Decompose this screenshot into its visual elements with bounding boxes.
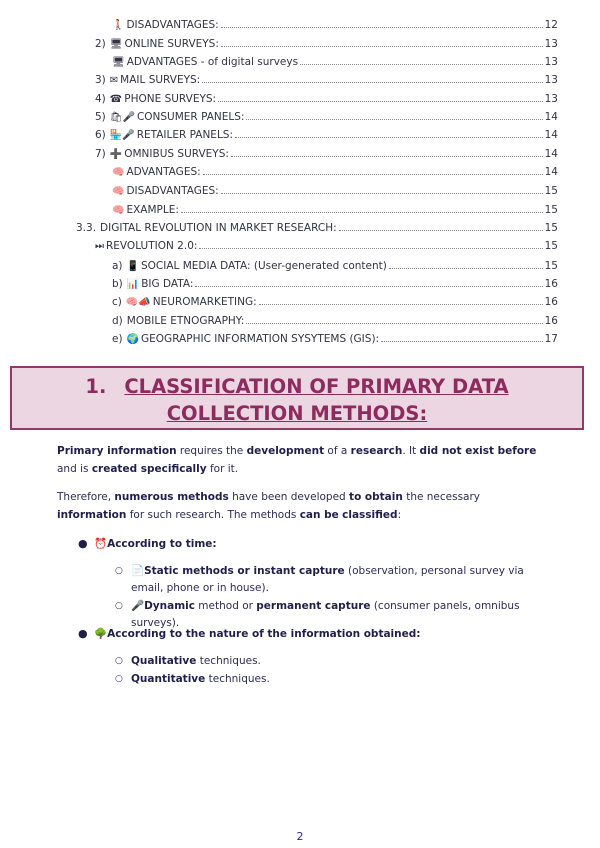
toc-dot-leader <box>259 304 543 305</box>
intro-paragraph <box>57 442 547 478</box>
globe-icon: 🌍 <box>126 334 140 345</box>
mobile-phone-icon: 📱 <box>126 261 139 272</box>
toc-entry-label: CONSUMER PANELS: <box>136 111 245 123</box>
bullet-circle: ○ <box>115 601 123 611</box>
toc-entry-label: MAIL SURVEYS: <box>120 74 201 86</box>
toc-entry[interactable] <box>95 37 558 52</box>
next-track-icon: ⏭ <box>95 241 104 252</box>
text: and is <box>57 463 92 475</box>
text: techniques. <box>205 673 270 685</box>
toc-entry-number: 3) <box>95 74 106 86</box>
toc-dot-leader <box>221 46 543 47</box>
toc-entry[interactable] <box>112 184 558 199</box>
toc-entry-page: 17 <box>544 333 558 345</box>
methods-paragraph <box>57 488 547 524</box>
toc-entry-number: 4) <box>95 93 106 105</box>
toc-dot-leader <box>195 286 542 287</box>
text-bold: classified <box>342 509 398 521</box>
brain-megaphone-icon: 🧠📣 <box>125 297 151 308</box>
text: Therefore, <box>57 491 115 503</box>
text-bold: development <box>246 445 325 457</box>
text: : <box>397 509 402 521</box>
toc-dot-leader <box>203 174 543 175</box>
microphone-icon: 🎤 <box>131 600 145 612</box>
toc-dot-leader <box>300 64 543 65</box>
text-bold: can be <box>299 509 339 521</box>
toc-entry-page: 13 <box>544 74 558 86</box>
bullet-nature-of-information <box>78 625 420 643</box>
text-bold: to obtain <box>349 491 403 503</box>
bullet-according-to-time <box>78 535 217 553</box>
toc-entry-label: GEOGRAPHIC INFORMATION SYSYTEMS (GIS): <box>141 333 380 345</box>
toc-entry-page: 14 <box>544 111 558 123</box>
heading-number: 1. <box>85 375 107 398</box>
toc-entry-page: 16 <box>544 315 558 327</box>
alarm-clock-icon: ⏰ <box>94 538 108 550</box>
bullet-dot: ● <box>78 627 88 640</box>
toc-entry-label: PHONE SURVEYS: <box>124 93 217 105</box>
text: method or <box>194 600 257 612</box>
toc-dot-leader <box>235 137 543 138</box>
bullet-label: According to the nature of the information obtained: <box>107 628 421 640</box>
toc-entry-page: 13 <box>544 93 558 105</box>
toc-entry-label: DIGITAL REVOLUTION IN MARKET RESEARCH: <box>100 222 337 234</box>
toc-entry-number: 5) <box>95 111 106 123</box>
toc-dot-leader <box>381 341 543 342</box>
toc-entry[interactable] <box>76 221 558 235</box>
brain-icon: 🧠 <box>112 205 125 216</box>
toc-entry-page: 12 <box>544 19 558 31</box>
text: for such research. The methods <box>126 509 300 521</box>
toc-entry-page: 15 <box>544 240 558 252</box>
toc-entry[interactable] <box>112 18 558 33</box>
toc-entry-number: d) <box>112 315 123 327</box>
toc-dot-leader <box>202 82 542 83</box>
toc-entry-page: 14 <box>544 166 558 178</box>
text: for it. <box>206 463 239 475</box>
text-bold: did not exist before <box>419 445 537 457</box>
page-number: 2 <box>296 830 304 843</box>
toc-entry-label: ADVANTAGES - of digital surveys <box>126 56 299 68</box>
document-icon: 📄 <box>131 565 145 577</box>
toc-entry-label: DISADVANTAGES: <box>126 19 219 31</box>
toc-entry-page: 15 <box>544 204 558 216</box>
text: requires the <box>176 445 247 457</box>
toc-entry[interactable] <box>95 128 558 143</box>
toc-entry[interactable] <box>112 165 558 180</box>
toc-entry-label: DISADVANTAGES: <box>126 185 219 197</box>
toc-entry-number: e) <box>112 333 123 345</box>
tree-icon: 🌳 <box>94 628 108 640</box>
toc-entry-label: EXAMPLE: <box>126 204 179 216</box>
toc-entry-page: 15 <box>544 185 558 197</box>
toc-entry-label: RETAILER PANELS: <box>136 129 233 141</box>
toc-entry-page: 13 <box>544 38 558 50</box>
toc-entry[interactable] <box>95 110 558 125</box>
toc-entry-label: ADVANTAGES: <box>126 166 201 178</box>
brain-icon: 🧠 <box>112 167 125 178</box>
text-bold: permanent capture <box>256 600 371 612</box>
text-bold: numerous methods <box>114 491 229 503</box>
toc-entry-number: 7) <box>95 148 106 160</box>
telephone-icon: ☎ <box>109 94 123 105</box>
text-bold: Dynamic <box>144 600 195 612</box>
text: (observation, personal survey via email, phone or in house). <box>131 565 524 594</box>
text-bold: Quantitative <box>131 673 206 685</box>
text-bold: information <box>57 509 127 521</box>
envelope-icon: ✉ <box>109 75 119 86</box>
text-bold: Primary information <box>57 445 177 457</box>
computer-icon: 🖥 <box>109 39 123 50</box>
toc-entry-label: SOCIAL MEDIA DATA: (User-generated content) <box>140 260 387 272</box>
toc-dot-leader <box>199 248 542 249</box>
shopping-bags-microphone-icon: 🛍🎤 <box>109 112 135 123</box>
text: techniques. <box>196 655 261 667</box>
person-walking-icon: 🚶 <box>112 20 125 31</box>
toc-entry[interactable] <box>95 147 558 162</box>
store-microphone-icon: 🏪🎤 <box>109 130 135 141</box>
toc-entry-label: ONLINE SURVEYS: <box>124 38 219 50</box>
toc-dot-leader <box>221 193 543 194</box>
toc-entry-page: 13 <box>544 56 558 68</box>
brain-icon: 🧠 <box>112 186 125 197</box>
toc-entry-number: 6) <box>95 129 106 141</box>
toc-dot-leader <box>181 212 543 213</box>
toc-entry[interactable] <box>95 92 558 107</box>
toc-entry-label: NEUROMARKETING: <box>152 296 257 308</box>
toc-entry-page: 14 <box>544 129 558 141</box>
toc-entry-page: 14 <box>544 148 558 160</box>
toc-entry[interactable] <box>95 73 558 88</box>
toc-entry-page: 16 <box>544 278 558 290</box>
bullet-circle: ○ <box>115 656 123 666</box>
toc-entry-number: b) <box>112 278 123 290</box>
toc-entry-number: a) <box>112 260 123 272</box>
toc-entry[interactable] <box>112 314 558 328</box>
toc-entry-number: 2) <box>95 38 106 50</box>
toc-entry[interactable] <box>112 203 558 218</box>
sub-bullet-quantitative <box>115 671 535 688</box>
text: of a <box>324 445 351 457</box>
toc-entry-page: 15 <box>544 222 558 234</box>
text: have been developed <box>228 491 350 503</box>
text-bold: Static methods or instant capture <box>144 565 345 577</box>
toc-entry-number: c) <box>112 296 122 308</box>
toc-entry-page: 16 <box>544 296 558 308</box>
toc-dot-leader <box>218 101 543 102</box>
text-bold: created specifically <box>91 463 207 475</box>
bullet-label: According to time: <box>107 538 217 550</box>
toc-entry[interactable] <box>112 295 558 310</box>
heading-line-2: COLLECTION METHODS: <box>166 402 428 425</box>
bullet-dot: ● <box>78 537 88 550</box>
toc-entry-number: 3.3. <box>76 222 97 234</box>
toc-dot-leader <box>221 27 543 28</box>
computer-icon: 🖥 <box>112 57 125 68</box>
bullet-circle: ○ <box>115 566 123 576</box>
toc-dot-leader <box>246 323 542 324</box>
section-heading <box>10 366 584 430</box>
text-bold: research <box>350 445 403 457</box>
toc-dot-leader <box>231 156 543 157</box>
text: (consumer panels, omnibus surveys). <box>131 600 520 629</box>
toc-dot-leader <box>389 268 543 269</box>
bar-chart-icon: 📊 <box>126 279 140 290</box>
text-bold: Qualitative <box>131 655 197 667</box>
toc-entry[interactable] <box>112 277 558 292</box>
toc-entry-label: BIG DATA: <box>141 278 194 290</box>
toc-entry-label: REVOLUTION 2.0: <box>106 240 198 252</box>
text: the necessary <box>402 491 481 503</box>
toc-entry[interactable] <box>112 259 558 274</box>
text: . It <box>402 445 420 457</box>
toc-entry-label: OMNIBUS SURVEYS: <box>124 148 229 160</box>
toc-dot-leader <box>246 119 542 120</box>
toc-entry[interactable] <box>95 239 558 254</box>
heading-line-1: CLASSIFICATION OF PRIMARY DATA <box>124 375 509 398</box>
toc-entry[interactable] <box>112 55 558 70</box>
toc-dot-leader <box>339 230 543 231</box>
toc-entry[interactable] <box>112 332 558 347</box>
plus-icon: ➕ <box>109 149 123 160</box>
sub-bullet-qualitative <box>115 653 535 670</box>
toc-entry-page: 15 <box>544 260 558 272</box>
sub-bullet-static-methods <box>115 563 535 597</box>
toc-entry-label: MOBILE ETNOGRAPHY: <box>126 315 245 327</box>
bullet-circle: ○ <box>115 674 123 684</box>
